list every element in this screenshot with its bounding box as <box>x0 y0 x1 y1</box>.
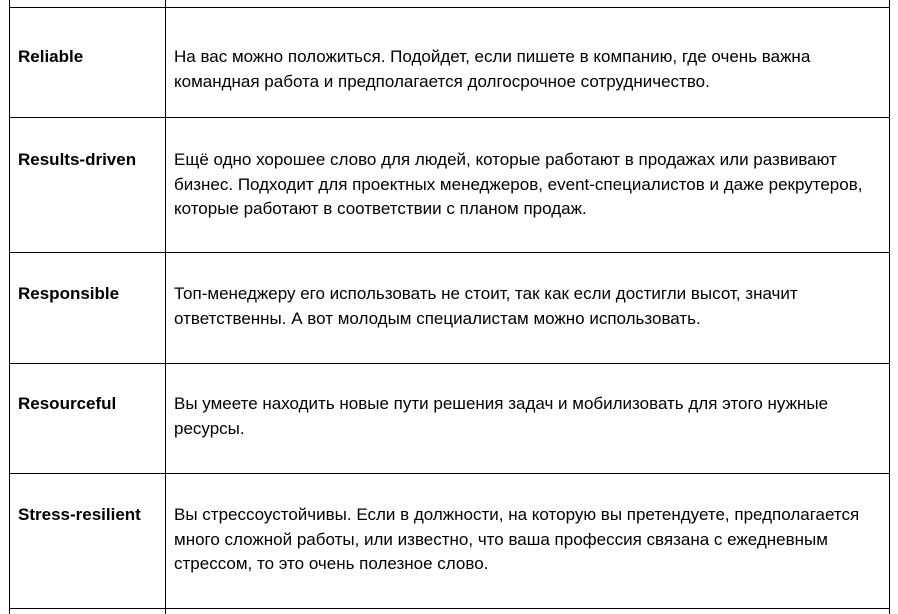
table-row <box>10 118 890 253</box>
description-cell: На вас можно положиться. Подойдет, если пишете в компанию, где очень важна командная работа и предполагается долгосрочное сотрудничество. <box>166 8 890 118</box>
term-cell: Reliable <box>10 8 166 118</box>
vocabulary-table <box>9 0 890 614</box>
description-cell: Вы умеете находить новые пути решения задач и мобилизовать для этого нужные ресурсы. <box>166 364 890 474</box>
term-cell <box>10 0 166 8</box>
description-cell: Вы стрессоустойчивы. Если в должности, на которую вы претендуете, предполагается много сложной работы, или известно, что ваша профессия связана с ежедневным стрессом, то это очень полезное слово. <box>166 474 890 609</box>
table-row <box>10 253 890 364</box>
term-cell: Resourceful <box>10 364 166 474</box>
table-row-partial-top <box>10 0 890 8</box>
description-cell: Топ-менеджеру его использовать не стоит, так как если достигли высот, значит ответственны. А вот молодым специалистам можно использовать. <box>166 253 890 364</box>
term-cell: Stress-resilient <box>10 474 166 609</box>
table-row <box>10 364 890 474</box>
description-cell <box>166 0 890 8</box>
table-row <box>10 474 890 609</box>
table-row-partial-bottom <box>10 609 890 614</box>
table-row <box>10 8 890 118</box>
term-cell <box>10 609 166 614</box>
description-cell: Ещё одно хорошее слово для людей, которые работают в продажах или развивают бизнес. Подходит для проектных менеджеров, event-специалистов и даже рекрутеров, которые работают в соответствии с планом продаж. <box>166 118 890 253</box>
description-cell <box>166 609 890 614</box>
term-cell: Results-driven <box>10 118 166 253</box>
term-cell: Responsible <box>10 253 166 364</box>
